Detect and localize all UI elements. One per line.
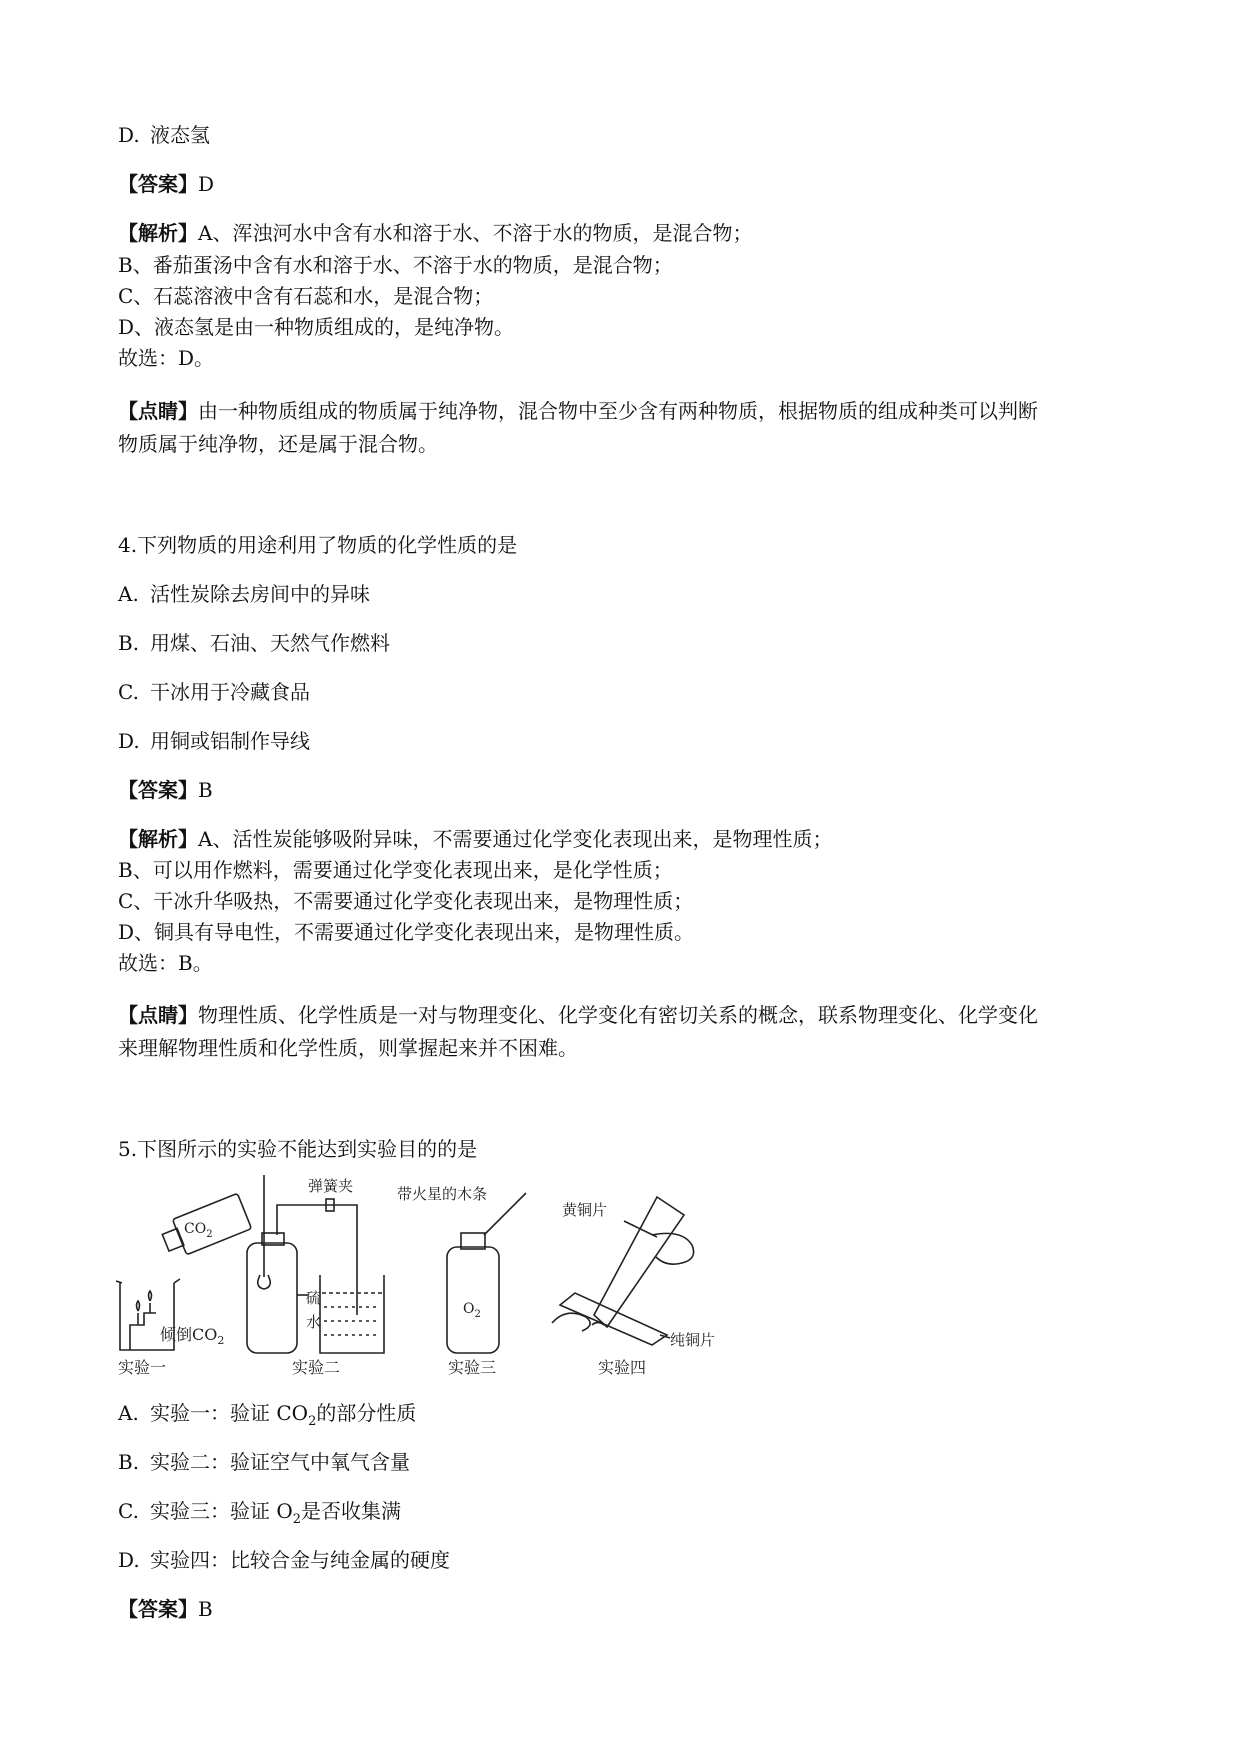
q3-analysis-line-2: B、番茄蛋汤中含有水和溶于水、不溶于水的物质，是混合物； <box>118 253 673 277</box>
q4-analysis-line-4: D、铜具有导电性，不需要通过化学变化表现出来，是物理性质。 <box>118 920 695 944</box>
analysis-tag: 【解析】 <box>118 221 198 245</box>
splint-label: 带火星的木条 <box>397 1185 488 1203</box>
q5-option-b <box>118 1449 410 1475</box>
q3-analysis-line-5: 故选：D。 <box>118 346 215 370</box>
answer-value: B <box>198 1597 213 1621</box>
experiment-4-labels <box>562 1201 715 1375</box>
experiment-3 <box>447 1193 526 1353</box>
option-letter: D. <box>118 729 140 753</box>
option-letter: D. <box>118 123 140 147</box>
option-letter: C. <box>118 1499 139 1523</box>
experiment-1-labels <box>118 1221 224 1375</box>
water-fill <box>324 1307 380 1335</box>
option-text-pre: 实验四：比较合金与纯金属的硬度 <box>150 1548 450 1572</box>
caption-2: 实验二 <box>292 1358 341 1375</box>
option-text-post: 是否收集满 <box>301 1499 402 1523</box>
q3-analysis-line-1 <box>118 220 752 246</box>
answer-tag: 【答案】 <box>118 172 198 196</box>
q4-option-c <box>118 679 310 705</box>
q3-option-d <box>118 122 210 148</box>
q3-comment-line-1 <box>118 398 1038 424</box>
q5-option-c <box>118 1498 401 1533</box>
option-letter: A. <box>118 582 139 606</box>
wood-splint <box>484 1193 526 1235</box>
q4-stem: 4.下列物质的用途利用了物质的化学性质的是 <box>118 533 518 557</box>
pure-copper-sheet <box>560 1293 667 1345</box>
analysis-tag: 【解析】 <box>118 827 198 851</box>
o2-bottle <box>447 1247 499 1353</box>
q3-analysis-line-4: D、液态氢是由一种物质组成的，是纯净物。 <box>118 315 515 339</box>
copper-label: 纯铜片 <box>670 1331 716 1349</box>
analysis-text: A、浑浊河水中含有水和溶于水、不溶于水的物质，是混合物； <box>198 221 753 245</box>
caption-1: 实验一 <box>118 1358 167 1375</box>
caption-4: 实验四 <box>598 1358 647 1375</box>
gas-label: $O_2$ <box>463 1301 481 1320</box>
option-text-post: 的部分性质 <box>316 1401 417 1425</box>
comment-text: 物理性质、化学性质是一对与物理变化、化学变化有密切关系的概念，联系物理变化、化学变化 <box>198 1003 1038 1027</box>
hand-icon <box>652 1233 694 1264</box>
answer-tag: 【答案】 <box>118 1597 198 1621</box>
brass-label: 黄铜片 <box>562 1201 608 1219</box>
q5-answer <box>118 1596 213 1622</box>
q3-comment-line-2: 物质属于纯净物，还是属于混合物。 <box>118 432 438 456</box>
clip-label: 弹簧夹 <box>308 1177 354 1195</box>
q5-stem: 5.下图所示的实验不能达到实验目的的是 <box>118 1137 478 1161</box>
stair <box>130 1313 156 1350</box>
q4-answer <box>118 777 213 803</box>
option-text-pre: 实验三：验证 O <box>150 1499 293 1523</box>
pour-label: 倾倒$CO_2$ <box>160 1325 225 1347</box>
q4-option-d <box>118 728 310 754</box>
q4-comment-line-1 <box>118 1002 1038 1028</box>
gas-bottle <box>247 1243 297 1353</box>
experiment-2-labels <box>292 1177 353 1375</box>
q4-analysis-line-5: 故选：B。 <box>118 951 213 975</box>
comment-tag: 【点睛】 <box>118 1003 198 1027</box>
sulfur-label: 硫 <box>306 1289 322 1307</box>
brass-leader <box>624 1221 657 1237</box>
q4-analysis-line-3: C、干冰升华吸热，不需要通过化学变化表现出来，是物理性质； <box>118 889 694 913</box>
option-text-sub: 2 <box>292 1512 302 1527</box>
answer-tag: 【答案】 <box>118 778 198 802</box>
option-text: 用铜或铝制作导线 <box>150 729 310 753</box>
option-letter: D. <box>118 1548 140 1572</box>
option-letter: C. <box>118 680 139 704</box>
comment-text: 由一种物质组成的物质属于纯净物，混合物中至少含有两种物质，根据物质的组成种类可以判断 <box>198 399 1038 423</box>
experiment-figure <box>112 1175 812 1375</box>
bottle-label: $CO_2$ <box>184 1221 213 1240</box>
caption-3: 实验三 <box>448 1358 497 1375</box>
answer-value: B <box>198 778 213 802</box>
sulfur-spoon <box>258 1275 271 1289</box>
answer-value: D <box>198 172 215 196</box>
water-beaker <box>320 1275 384 1353</box>
q5-option-d <box>118 1547 450 1573</box>
option-letter: B. <box>118 631 140 655</box>
option-text: 活性炭除去房间中的异味 <box>150 582 370 606</box>
q3-analysis-line-3: C、石蕊溶液中含有石蕊和水，是混合物； <box>118 284 494 308</box>
q3-answer <box>118 171 214 197</box>
scratch-mark <box>592 1323 604 1326</box>
beaker-lip <box>116 1279 180 1283</box>
option-text-pre: 实验一：验证 CO <box>150 1401 309 1425</box>
comment-tag: 【点睛】 <box>118 399 198 423</box>
q4-analysis-line-2: B、可以用作燃料，需要通过化学变化表现出来，是化学性质； <box>118 858 673 882</box>
option-text-pre: 实验二：验证空气中氧气含量 <box>150 1450 410 1474</box>
option-text: 用煤、石油、天然气作燃料 <box>150 631 390 655</box>
water-label: 水 <box>306 1313 322 1331</box>
q4-analysis-line-1 <box>118 826 832 852</box>
option-letter: B. <box>118 1450 140 1474</box>
q4-option-a <box>118 581 370 607</box>
option-text: 液态氢 <box>150 123 210 147</box>
q4-option-b <box>118 630 390 656</box>
analysis-text: A、活性炭能够吸附异味，不需要通过化学变化表现出来，是物理性质； <box>198 827 833 851</box>
option-text-sub: 2 <box>308 1414 317 1429</box>
hand-left-icon <box>552 1313 590 1331</box>
experiment-4 <box>552 1197 694 1345</box>
q4-comment-line-2: 来理解物理性质和化学性质，则掌握起来并不困难。 <box>118 1036 578 1060</box>
option-letter: A. <box>118 1401 139 1425</box>
option-text: 干冰用于冷藏食品 <box>150 680 310 704</box>
q5-option-a <box>118 1400 416 1435</box>
